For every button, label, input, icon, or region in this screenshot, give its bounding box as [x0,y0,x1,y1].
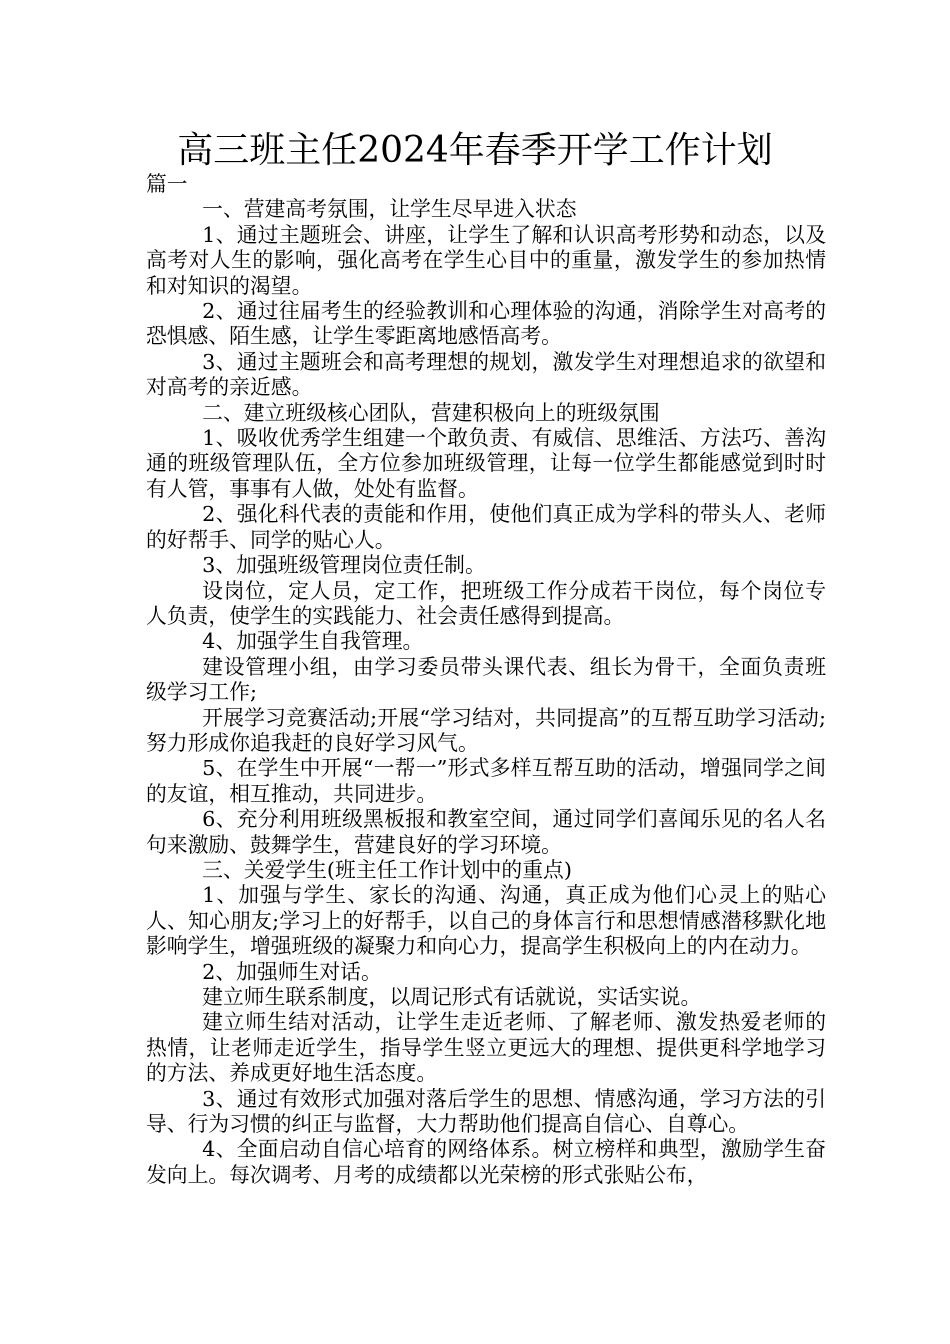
document-title: 高三班主任2024年春季开学工作计划 [177,130,773,171]
paragraph: 设岗位，定人员，定工作，把班级工作分成若干岗位，每个岗位专人负责，使学生的实践能力、社会责任感得到提高。 [146,578,826,628]
paragraph: 5、在学生中开展“一帮一”形式多样互帮互助的活动，增强同学之间的友谊，相互推动，共同进步。 [146,756,826,806]
paragraph: 2、加强师生对话。 [202,959,382,984]
heading-1: 一、营建高考氛围，让学生尽早进入状态 [202,197,577,222]
paragraph: 4、全面启动自信心培育的网络体系。树立榜样和典型，激励学生奋发向上。每次调考、月考的成绩都以光荣榜的形式张贴公布， [146,1137,826,1187]
paragraph: 建立师生联系制度，以周记形式有话就说，实话实说。 [202,985,702,1009]
heading-3: 三、关爱学生(班主任工作计划中的重点) [202,857,572,882]
paragraph: 3、通过有效形式加强对落后学生的思想、情感沟通，学习方法的引导、行为习惯的纠正与监督，大力帮助他们提高自信心、自尊心。 [146,1086,826,1137]
document-body [146,172,826,1188]
section-label: 篇一 [146,172,188,196]
paragraph: 6、充分利用班级黑板报和教室空间，通过同学们喜闻乐见的名人名句来激励、鼓舞学生，营建良好的学习环境。 [146,807,826,857]
paragraph: 1、吸收优秀学生组建一个敢负责、有威信、思维活、方法巧、善沟通的班级管理队伍，全方位参加班级管理，让每一位学生都能感觉到时时有人管，事事有人做，处处有监督。 [146,426,826,501]
paragraph: 建立师生结对活动，让学生走近老师、了解老师、激发热爱老师的热情，让老师走近学生，指导学生竖立更远大的理想、提供更科学地学习的方法、养成更好地生活态度。 [146,1010,826,1086]
paragraph: 3、加强班级管理岗位责任制。 [202,553,486,578]
paragraph: 开展学习竞赛活动;开展“学习结对，共同提高”的互帮互助学习活动;努力形成你追我赶的良好学习风气。 [146,705,826,755]
paragraph: 2、强化科代表的责能和作用，使他们真正成为学科的带头人、老师的好帮手、同学的贴心人。 [146,502,826,552]
paragraph: 1、通过主题班会、讲座，让学生了解和认识高考形势和动态，以及高考对人生的影响，强化高考在学生心目中的重量，激发学生的参加热情和对知识的渴望。 [146,222,826,298]
paragraph: 4、加强学生自我管理。 [202,629,424,654]
paragraph: 2、通过往届考生的经验教训和心理体验的沟通，消除学生对高考的恐惧感、陌生感，让学生零距离地感悟高考。 [146,299,826,349]
paragraph: 3、通过主题班会和高考理想的规划，激发学生对理想追求的欲望和对高考的亲近感。 [146,349,826,400]
paragraph: 建设管理小组，由学习委员带头课代表、组长为骨干，全面负责班级学习工作; [146,654,826,705]
paragraph: 1、加强与学生、家长的沟通、沟通，真正成为他们心灵上的贴心人、知心朋友;学习上的好帮手，以自己的身体言行和思想情感潜移默化地影响学生，增强班级的凝聚力和向心力，提高学生积极向上的内在动力。 [146,883,826,959]
heading-2: 二、建立班级核心团队，营建积极向上的班级氛围 [202,400,660,425]
